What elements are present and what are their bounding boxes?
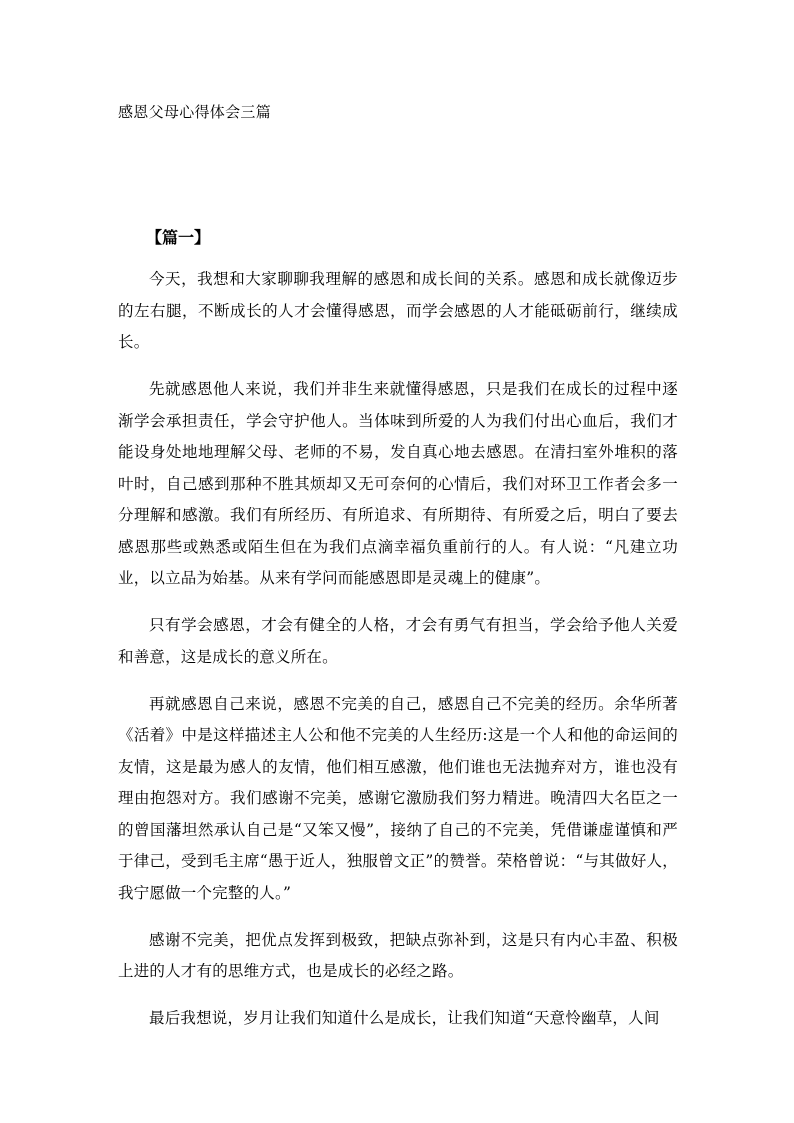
paragraph: 感谢不完美，把优点发挥到极致，把缺点弥补到，这是只有内心丰盈、积极上进的人才有的思维方式，也是成长的必经之路。 — [118, 930, 678, 980]
document-body — [118, 264, 678, 1050]
paragraph: 最后我想说，岁月让我们知道什么是成长，让我们知道“天意怜幽草，人间 — [149, 1009, 660, 1027]
section-heading: 【篇一】 — [146, 228, 211, 247]
paragraph: 只有学会感恩，才会有健全的人格，才会有勇气有担当，学会给予他人关爱和善意，这是成长的意义所在。 — [118, 616, 678, 666]
paragraph: 再就感恩自己来说，感恩不完美的自己，感恩自己不完美的经历。余华所著《活着》中是这样描述主人公和他不完美的人生经历:这是一个人和他的命运间的友情，这是最为感人的友情，他们相互感激，他们谁也无法抛弃对方，谁也没有理由抱怨对方。我们感谢不完美，感谢它激励我们努力精进。晚清四大名臣之一的曾国藩坦然承认自己是“又笨又慢”，接纳了自己的不完美，凭借谦虚谨慎和严于律己，受到毛主席“愚于近人，独服曾文正”的赞誉。荣格曾说：“与其做好人，我宁愿做一个完整的人。” — [118, 694, 678, 902]
paragraph: 今天，我想和大家聊聊我理解的感恩和成长间的关系。感恩和成长就像迈步的左右腿，不断成长的人才会懂得感恩，而学会感恩的人才能砥砺前行，继续成长。 — [118, 270, 678, 351]
paragraph: 先就感恩他人来说，我们并非生来就懂得感恩，只是我们在成长的过程中逐渐学会承担责任，学会守护他人。当体味到所爱的人为我们付出心血后，我们才能设身处地地理解父母、老师的不易，发自真心地去感恩。在清扫室外堆积的落叶时，自己感到那种不胜其烦却又无可奈何的心情后，我们对环卫工作者会多一分理解和感激。我们有所经历、有所追求、有所期待、有所爱之后，明白了要去感恩那些或熟悉或陌生但在为我们点滴幸福负重前行的人。有人说：“凡建立功业，以立品为始基。从来有学问而能感恩即是灵魂上的健康”。 — [118, 380, 678, 587]
document-title: 感恩父母心得体会三篇 — [118, 103, 272, 121]
